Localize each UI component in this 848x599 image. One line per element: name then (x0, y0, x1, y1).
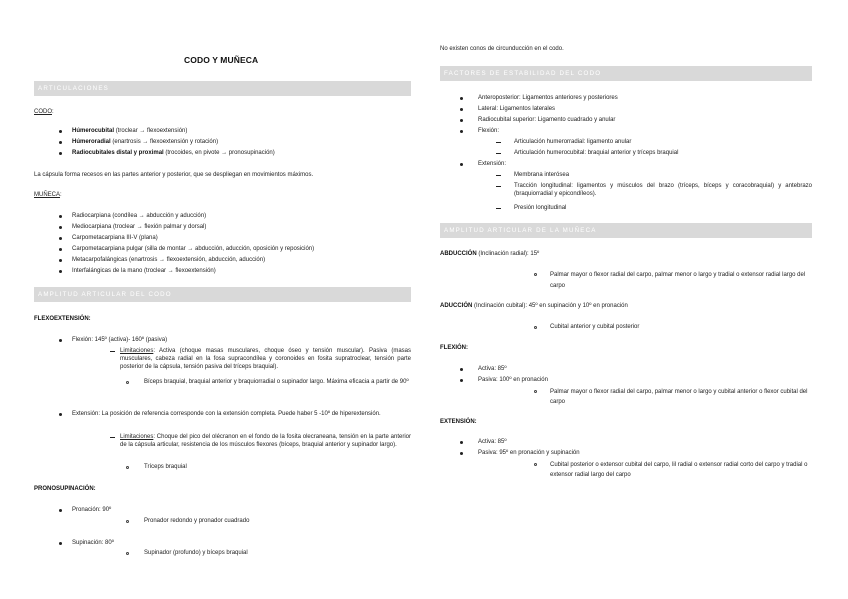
flexion-item: Flexión: 145º (activa)- 160º (pasiva) (72, 337, 168, 343)
list-item: Metacarpofalángicas (enartrosis → flexoextensión, abducción, aducción) (72, 257, 266, 263)
flexion-muscles: Palmar mayor o flexor radial del carpo, palmar menor o largo y cubital anterior o flexor cubital del carpo (550, 389, 808, 405)
dash-icon (496, 142, 501, 143)
section-band-articulaciones: ARTICULACIONES (34, 81, 411, 96)
list-item: Interfalángicas de la mano (troclear → flexoextensión) (72, 268, 216, 274)
aduccion-muscles: Cubital anterior y cubital posterior (550, 324, 640, 330)
pronacion-item: Pronación: 90º (72, 507, 112, 513)
bullet-icon (460, 97, 463, 100)
list-item: Anteroposterior: Ligamentos anteriores y posteriores (478, 95, 618, 101)
circle-bullet-icon (126, 381, 129, 384)
flexion-pasiva: Pasiva: 100º en pronación (478, 377, 548, 383)
dash-icon (496, 186, 501, 187)
pronosupinacion-heading: PRONOSUPINACIÓN: (34, 486, 96, 492)
list-item: Extensión: (478, 161, 507, 167)
bullet-icon (59, 141, 62, 144)
dash-icon (496, 153, 501, 154)
extension-pasiva: Pasiva: 95º en pronación y supinación (478, 450, 580, 456)
bullet-icon (460, 119, 463, 122)
extension-heading: EXTENSIÓN: (440, 419, 477, 425)
list-item: Carpometacarpiana III-V (plana) (72, 235, 158, 241)
list-item: Húmeroradial (enartrosis → flexoextensión y rotación) (72, 139, 219, 145)
extension-limitaciones: Limitaciones: Choque del pico del olécranon en el fondo de la fosita olecraneana, tensión en la parte anterior de la cápsula articular, resistencia de los músculos flexores (bíceps, braquial anterior y supinador largo). (120, 434, 411, 448)
flexion-heading: FLEXIÓN: (440, 345, 468, 351)
dash-icon (110, 351, 115, 352)
bullet-icon (59, 226, 62, 229)
abduccion-heading: ABDUCCIÓN (Inclinación radial): 15º (440, 251, 540, 257)
circle-bullet-icon (126, 520, 129, 523)
bullet-icon (59, 130, 62, 133)
bullet-icon (460, 452, 463, 455)
bullet-icon (460, 441, 463, 444)
flexion-limitaciones: Limitaciones: Activa (choque masas musculares, choque óseo y tensión muscular). Pasiva (masas musculares, cabeza radial en la fosa supracondílea y coronoides en fosita supratroclear, tensión parte posterior de la cápsula, tensión pasiva del tríceps braquial). (120, 348, 411, 370)
dash-icon (496, 208, 501, 209)
circle-bullet-icon (534, 463, 537, 466)
dash-icon (110, 437, 115, 438)
bullet-icon (59, 152, 62, 155)
bullet-icon (460, 130, 463, 133)
bullet-icon (59, 339, 62, 342)
bullet-icon (460, 163, 463, 166)
dash-icon (496, 175, 501, 176)
flexion-muscles: Bíceps braquial, braquial anterior y braquiorradial o supinador largo. Máxima eficacia a partir de 90º (144, 379, 409, 385)
supinacion-item: Supinación: 80º (72, 540, 114, 546)
capsula-paragraph: La cápsula forma recesos en las partes anterior y posterior, que se despliegan en movimientos máximos. (34, 172, 314, 178)
section-band-factores: FACTORES DE ESTABILIDAD DEL CODO (440, 66, 812, 81)
list-item: Flexión: (478, 128, 500, 134)
aduccion-heading: ADUCCIÓN (Inclinación cubital): 45º en supinación y 10º en pronación (440, 303, 628, 309)
extension-item: Extensión: La posición de referencia corresponde con la extensión completa. Puede haber 5 -10º de hiperextensión. (72, 411, 381, 417)
sub-item: Presión longitudinal (514, 205, 567, 211)
bullet-icon (59, 215, 62, 218)
bullet-icon (59, 542, 62, 545)
bullet-icon (59, 259, 62, 262)
bullet-icon (59, 270, 62, 273)
list-item: Húmerocubital (troclear → flexoextensión) (72, 128, 188, 134)
abduccion-muscles: Palmar mayor o flexor radial del carpo, palmar menor o largo y tradial o extensor radial largo del carpo (550, 272, 806, 289)
extension-muscles: Cubital posterior o extensor cubital del carpo, lil radial o extensor radial corto del carpo y tradial o extensor radial largo del carpo (550, 462, 808, 478)
list-item: Mediocarpiana (troclear → flexión palmar y dorsal) (72, 224, 207, 230)
bullet-icon (59, 509, 62, 512)
extension-muscles: Tríceps braquial (144, 464, 187, 470)
circle-bullet-icon (534, 273, 537, 276)
page-title: CODO Y MUÑECA (184, 55, 259, 65)
sub-item: Membrana interósea (514, 172, 570, 178)
bullet-icon (59, 237, 62, 240)
bullet-icon (460, 368, 463, 371)
section-band-amplitud-codo: AMPLITUD ARTICULAR DEL CODO (34, 287, 411, 302)
bullet-icon (59, 248, 62, 251)
bullet-icon (460, 108, 463, 111)
list-item: Radiocarpiana (condílea → abducción y aducción) (72, 213, 207, 219)
sub-item: Articulación humerorradial: ligamento anular (514, 139, 632, 145)
sub-item: Tracción longitudinal: ligamentos y músculos del brazo (tríceps, bíceps y coracobraquial) y antebrazo (braquiorradial y epicondíleos). (514, 183, 812, 197)
bullet-icon (59, 413, 62, 416)
circle-bullet-icon (534, 326, 537, 329)
codo-label: CODO: (34, 109, 54, 115)
list-item: Radiocubital superior: Ligamento cuadrado y anular (478, 117, 616, 123)
list-item: Lateral: Ligamentos laterales (478, 106, 556, 112)
circle-bullet-icon (534, 390, 537, 393)
circle-bullet-icon (126, 466, 129, 469)
supinacion-muscles: Supinador (profundo) y bíceps braquial (144, 550, 248, 556)
circle-bullet-icon (126, 552, 129, 555)
circunduccion-text: No existen conos de circunducción en el codo. (440, 46, 564, 52)
bullet-icon (460, 379, 463, 382)
muneca-label: MUÑECA: (34, 192, 62, 198)
flexoextension-heading: FLEXOEXTENSIÓN: (34, 316, 91, 322)
list-item: Radiocubitales distal y proximal (trocoides, en pivote → pronosupinación) (72, 150, 275, 156)
extension-activa: Activa: 85º (478, 439, 507, 445)
section-band-amplitud-muneca: AMPLITUD ARTICULAR DE LA MUÑECA (440, 223, 812, 238)
pronacion-muscles: Pronador redondo y pronador cuadrado (144, 518, 250, 524)
list-item: Carpometacarpiana pulgar (silla de montar → abducción, aducción, oposición y reposición) (72, 246, 315, 252)
sub-item: Articulación humerocubital: braquial anterior y tríceps braquial (514, 150, 679, 156)
flexion-activa: Activa: 85º (478, 366, 507, 372)
